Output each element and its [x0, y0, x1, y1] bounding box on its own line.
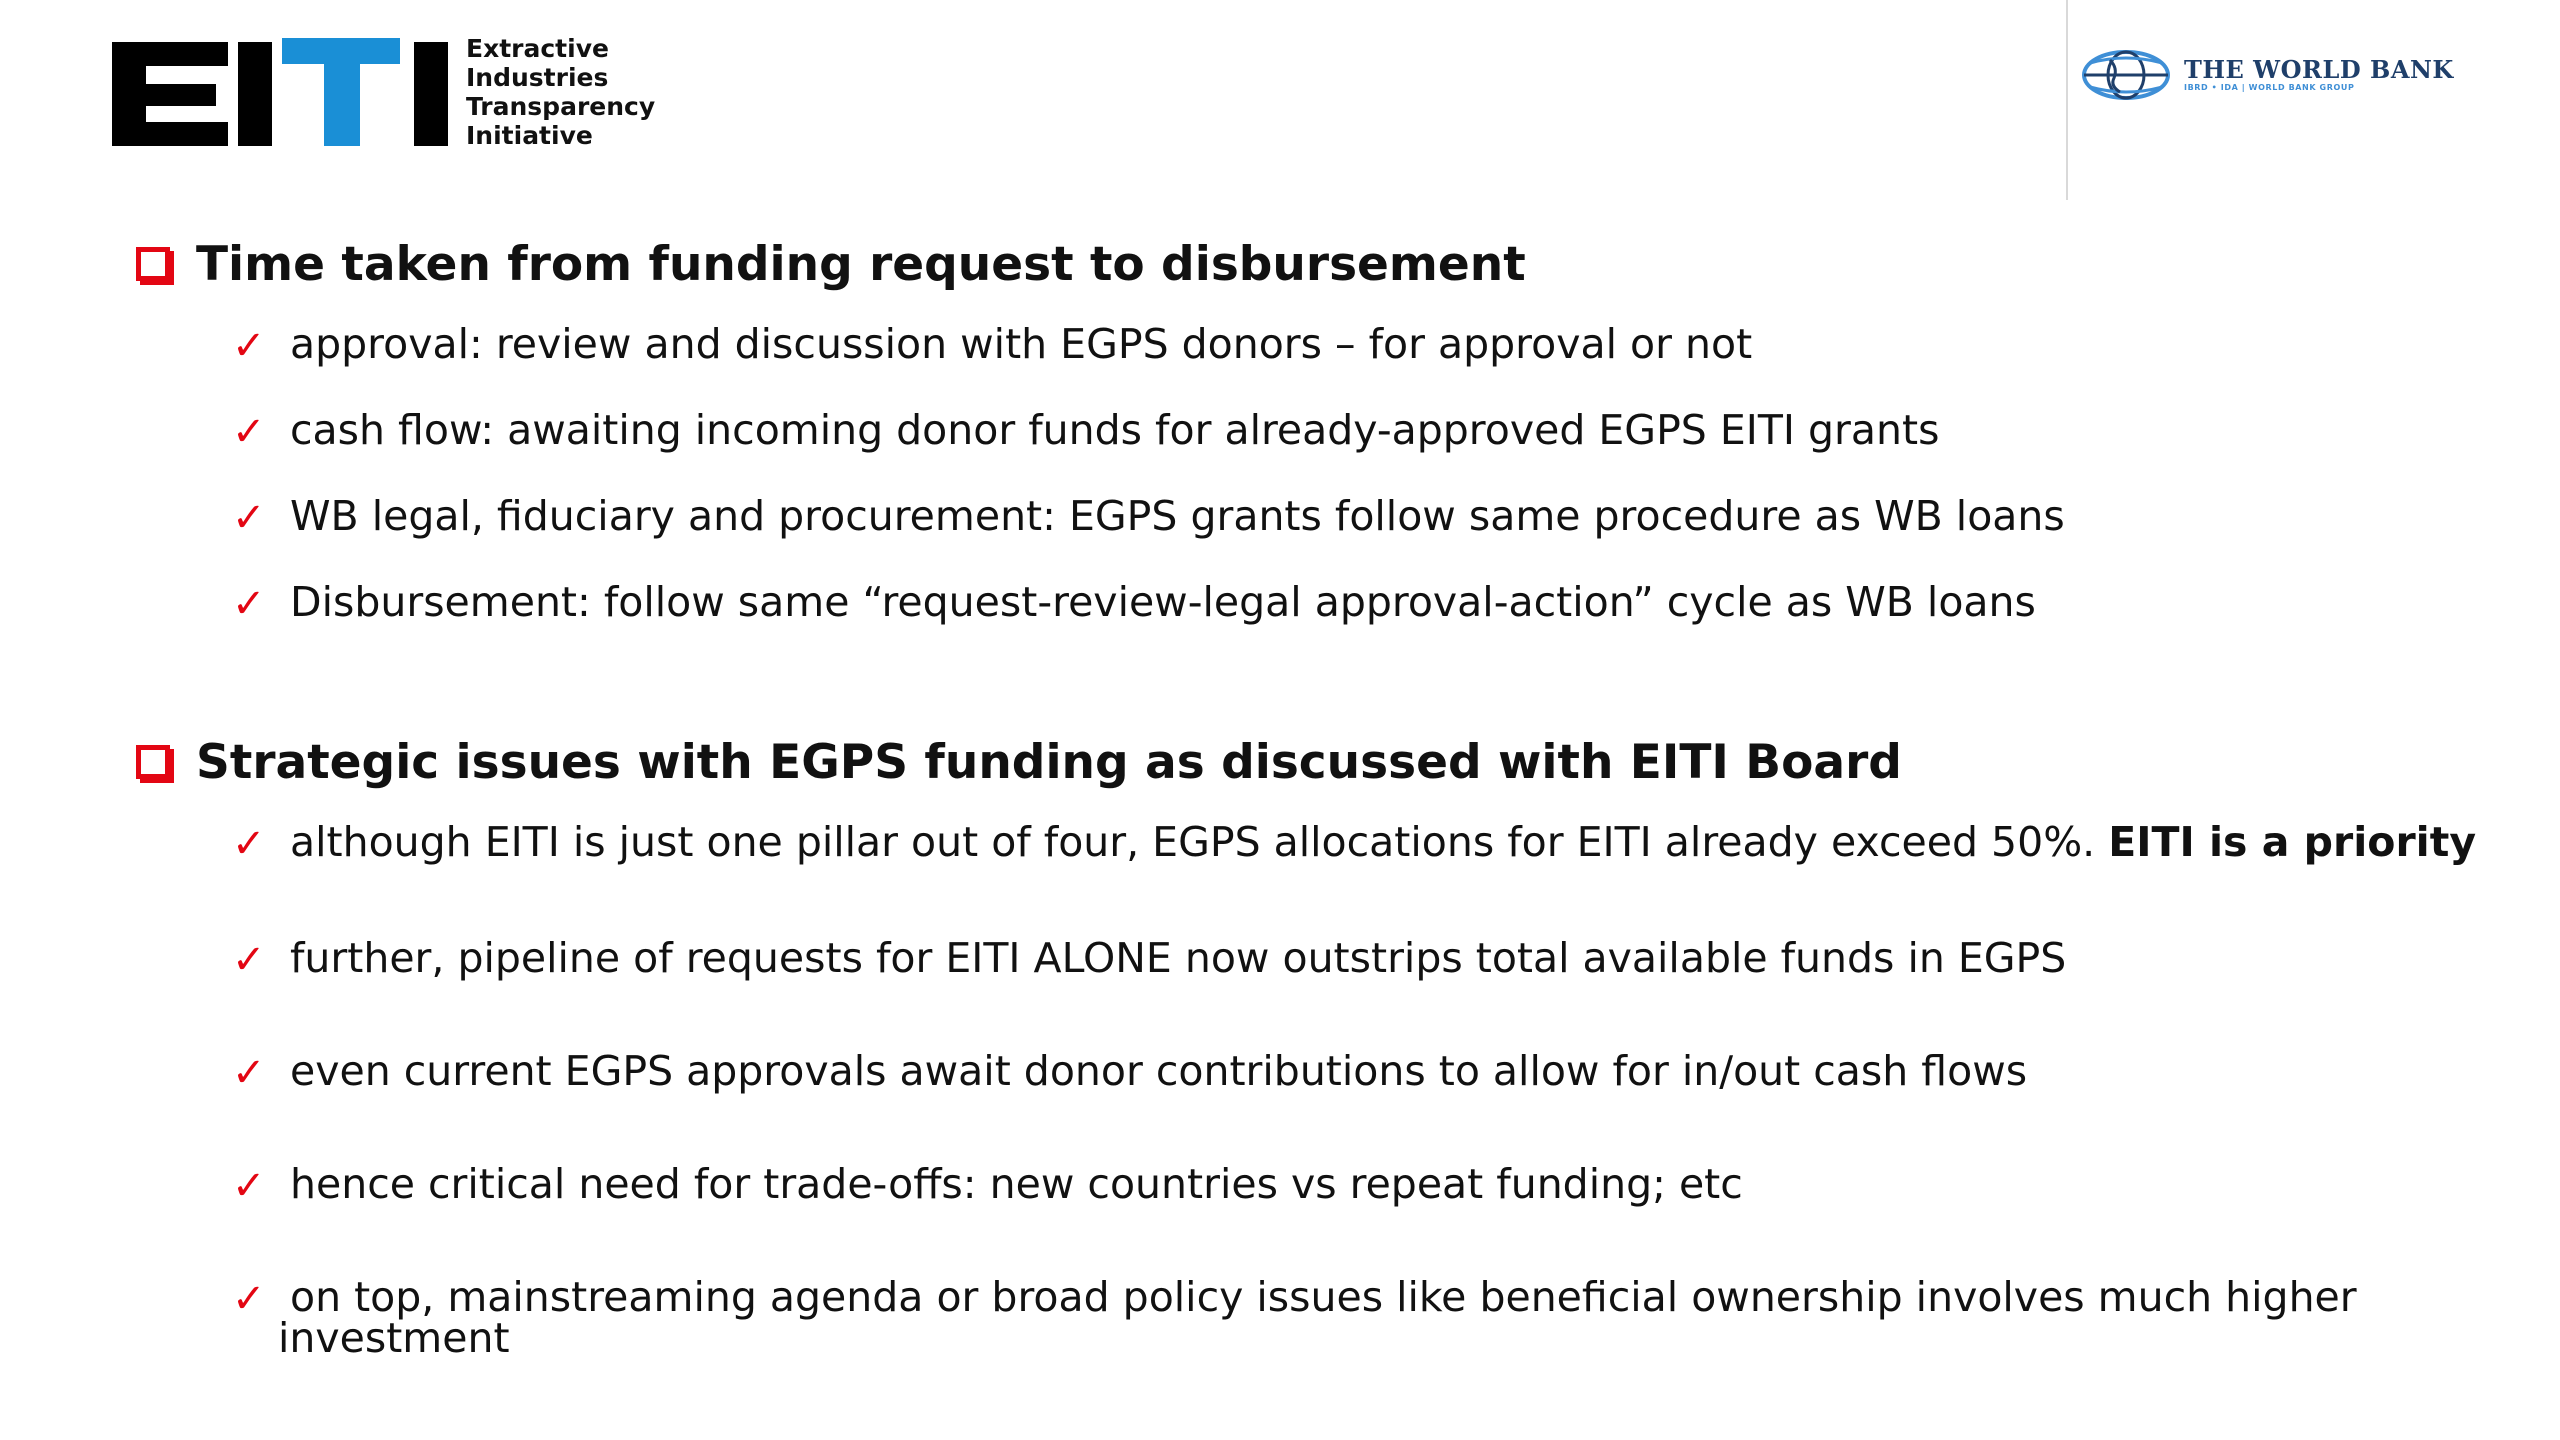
bullet-item — [232, 1162, 1743, 1210]
bullet-text: cash flow: awaiting incoming donor funds for already-approved EGPS EITI grants — [290, 406, 1940, 454]
worldbank-logo — [2080, 44, 2520, 106]
checkmark-icon: ✓ — [232, 581, 266, 627]
bullet-text: hence critical need for trade-offs: new countries vs repeat funding; etc — [290, 1160, 1743, 1208]
checkmark-icon: ✓ — [232, 821, 266, 867]
checkmark-icon: ✓ — [232, 409, 266, 455]
bullet-text: even current EGPS approvals await donor contributions to allow for in/out cash flows — [290, 1047, 2028, 1095]
section-title: Strategic issues with EGPS funding as discussed with EITI Board — [196, 734, 1902, 790]
section-title: Time taken from funding request to disbursement — [196, 236, 1526, 292]
bullet-text: WB legal, fiduciary and procurement: EGPS grants follow same procedure as WB loans — [290, 492, 2065, 540]
checkmark-icon: ✓ — [232, 1163, 266, 1209]
bullet-text: further, pipeline of requests for EITI ALONE now outstrips total available funds in EGPS — [290, 934, 2067, 982]
eiti-logo-mark — [112, 38, 452, 150]
bullet-text: on top, mainstreaming agenda or broad policy issues like beneficial ownership involves much higher — [290, 1273, 2357, 1321]
eiti-word: Extractive — [466, 34, 609, 63]
bullet-item — [232, 936, 2066, 984]
bullet-continuation: investment — [278, 1314, 510, 1362]
bullet-text: Disbursement: follow same “request-review-legal approval-action” cycle as WB loans — [290, 578, 2036, 626]
checkmark-icon: ✓ — [232, 323, 266, 369]
checkbox-square-icon — [136, 247, 170, 281]
bullet-item — [232, 408, 1939, 456]
bullet-text — [290, 820, 2476, 864]
checkmark-icon: ✓ — [232, 1050, 266, 1096]
bullet-text-main: although EITI is just one pillar out of four, EGPS allocations for EITI already exceed 50%. — [290, 818, 2109, 866]
bullet-emphasis: EITI is a priority — [2108, 818, 2477, 866]
eiti-word: Initiative — [466, 121, 593, 150]
eiti-word: Industries — [466, 63, 609, 92]
bullet-item — [232, 820, 2476, 868]
section-funding-time — [136, 232, 1526, 296]
bullet-item — [232, 580, 2036, 628]
checkbox-square-icon — [136, 745, 170, 779]
globe-icon — [2080, 48, 2172, 102]
worldbank-name: THE WORLD BANK — [2184, 55, 2454, 84]
bullet-item — [232, 1275, 2357, 1323]
eiti-logo-words — [466, 34, 655, 150]
checkmark-icon: ✓ — [232, 495, 266, 541]
bullet-item — [232, 322, 1752, 370]
checkmark-icon: ✓ — [232, 937, 266, 983]
worldbank-subline: IBRD • IDA | WORLD BANK GROUP — [2184, 83, 2355, 92]
bullet-item — [232, 1049, 2027, 1097]
bullet-item — [232, 494, 2065, 542]
logo-divider — [2066, 0, 2068, 200]
bullet-text: approval: review and discussion with EGPS donors – for approval or not — [290, 320, 1753, 368]
eiti-logo — [112, 34, 656, 150]
eiti-word: Transparency — [466, 92, 656, 121]
section-strategic-issues — [136, 730, 1902, 794]
checkmark-icon: ✓ — [232, 1276, 266, 1322]
